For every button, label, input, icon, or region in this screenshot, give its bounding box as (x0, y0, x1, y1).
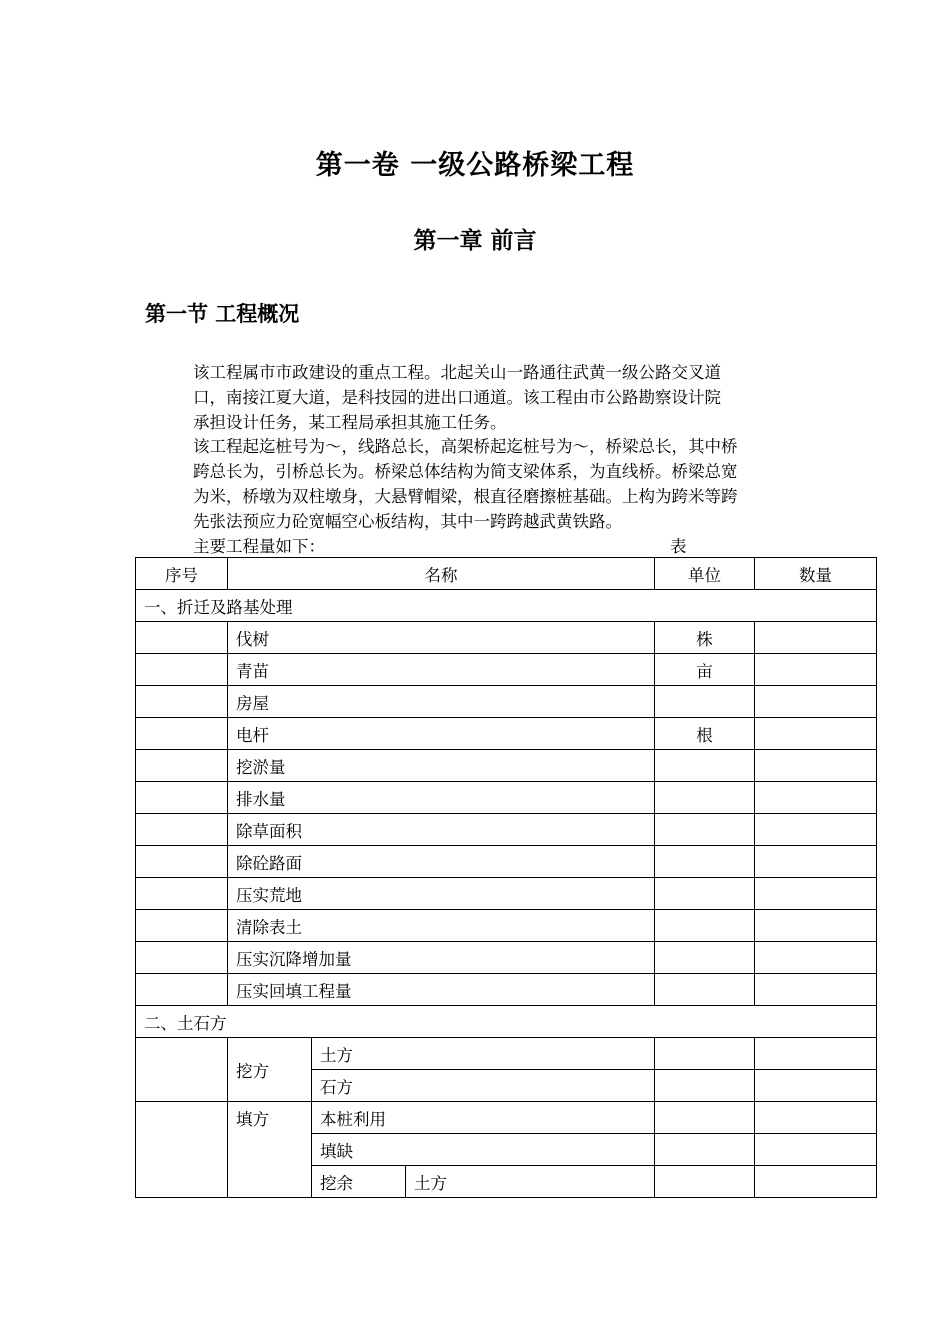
header-unit: 单位 (655, 558, 755, 590)
item-name: 本桩利用 (312, 1102, 655, 1134)
item-name: 伐树 (228, 622, 655, 654)
section-label: 二、土石方 (136, 1006, 877, 1038)
item-name: 挖淤量 (228, 750, 655, 782)
paragraph-line: 该工程起迄桩号为～，线路总长，高架桥起迄桩号为～，桥梁总长，其中桥 (193, 437, 738, 456)
table-row (136, 622, 877, 654)
paragraph-line: 跨总长为，引桥总长为。桥梁总体结构为简支梁体系，为直线桥。桥梁总宽 (193, 462, 738, 481)
item-unit (655, 878, 755, 910)
table-row (136, 814, 877, 846)
item-name: 土方 (312, 1038, 655, 1070)
item-name: 房屋 (228, 686, 655, 718)
table-row (136, 878, 877, 910)
item-name: 除砼路面 (228, 846, 655, 878)
item-unit (655, 942, 755, 974)
table-row (136, 910, 877, 942)
table-row (136, 654, 877, 686)
table-row (136, 686, 877, 718)
table-row (136, 1038, 877, 1070)
item-name: 排水量 (228, 782, 655, 814)
surplus-label: 挖余 (312, 1166, 406, 1198)
item-unit (655, 686, 755, 718)
section-row (136, 1006, 877, 1038)
paragraph-1 (193, 360, 813, 435)
section-title: 第一节 工程概况 (145, 302, 300, 326)
section-label: 一、折迁及路基处理 (136, 590, 877, 622)
item-unit: 株 (655, 622, 755, 654)
item-name: 除草面积 (228, 814, 655, 846)
chapter-title: 第一章 前言 (413, 228, 537, 254)
item-name: 填缺 (312, 1134, 655, 1166)
table-row (136, 782, 877, 814)
item-unit (655, 814, 755, 846)
header-name: 名称 (228, 558, 655, 590)
excavation-label: 挖方 (228, 1038, 312, 1102)
table-row (136, 750, 877, 782)
table-row (136, 846, 877, 878)
item-name: 青苗 (228, 654, 655, 686)
item-name: 石方 (312, 1070, 655, 1102)
quantities-table (135, 557, 877, 1198)
item-unit (655, 782, 755, 814)
table-label: 表 (670, 537, 687, 556)
header-quantity: 数量 (755, 558, 877, 590)
item-name: 清除表土 (228, 910, 655, 942)
volume-title: 第一卷 一级公路桥梁工程 (315, 150, 635, 181)
section-row (136, 590, 877, 622)
table-row (136, 942, 877, 974)
item-unit: 亩 (655, 654, 755, 686)
item-unit (655, 910, 755, 942)
paragraph-line: 为米，桥墩为双柱墩身，大悬臂帽梁，根直径磨擦桩基础。上构为跨米等跨 (193, 487, 738, 506)
paragraph-line: 口，南接江夏大道，是科技园的进出口通道。该工程由市公路勘察设计院 (193, 388, 721, 407)
item-name: 压实沉降增加量 (228, 942, 655, 974)
table-row (136, 1102, 877, 1134)
item-unit (655, 846, 755, 878)
paragraph-line: 先张法预应力砼宽幅空心板结构，其中一跨跨越武黄铁路。 (193, 512, 622, 531)
table-intro: 主要工程量如下： (193, 537, 325, 556)
item-unit (655, 974, 755, 1006)
table-header-row (136, 558, 877, 590)
table-row (136, 718, 877, 750)
item-unit: 根 (655, 718, 755, 750)
paragraph-2 (193, 434, 813, 534)
paragraph-line: 承担设计任务，某工程局承担其施工任务。 (193, 413, 507, 432)
item-name: 电杆 (228, 718, 655, 750)
table-row (136, 974, 877, 1006)
paragraph-line: 该工程属市市政建设的重点工程。北起关山一路通往武黄一级公路交叉道 (193, 363, 721, 382)
fill-label: 填方 (228, 1102, 312, 1198)
item-name: 土方 (406, 1166, 655, 1198)
item-name: 压实荒地 (228, 878, 655, 910)
item-unit (655, 750, 755, 782)
item-name: 压实回填工程量 (228, 974, 655, 1006)
header-index: 序号 (136, 558, 228, 590)
